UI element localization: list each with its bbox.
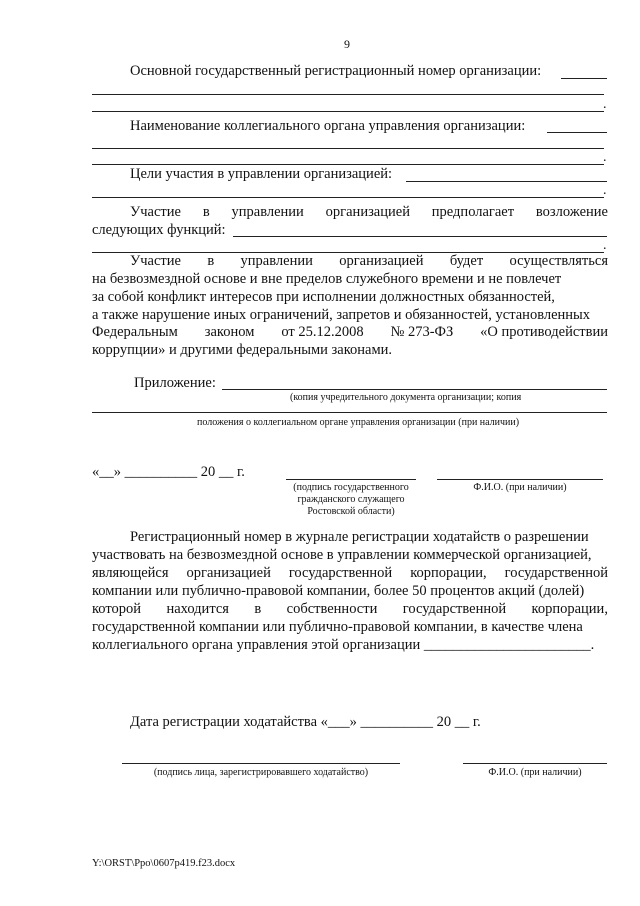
name-caption: Ф.И.О. (при наличии) — [473, 482, 567, 493]
registrar-signature-line — [122, 763, 400, 764]
registration-line-5: которой находится в собственности государственной корпорации, — [92, 601, 608, 617]
signature-caption-3: Ростовской области) — [307, 506, 395, 517]
registrar-name-caption: Ф.И.О. (при наличии) — [488, 767, 582, 778]
statement-line-5: Федеральным законом от 25.12.2008 № 273-ФЗ «О противодействии — [92, 324, 608, 340]
goals-period: . — [603, 183, 607, 198]
goals-blank-inline — [406, 181, 607, 182]
attachment-label: Приложение: — [134, 375, 216, 391]
statement-line-2: на безвозмездной основе и вне пределов служебного времени и не повлечет — [92, 271, 562, 287]
statement-line-1: Участие в управлении организацией будет осуществляться — [130, 253, 608, 269]
registration-line-1: Регистрационный номер в журнале регистрации ходатайств о разрешении — [130, 529, 589, 545]
board-blank-inline — [547, 132, 607, 133]
sign-date: «__» __________ 20 __ г. — [92, 464, 245, 480]
ogrn-blank-line-2 — [92, 111, 604, 112]
board-period: . — [603, 150, 607, 165]
registration-line-7: коллегиального органа управления этой организации _______________________. — [92, 637, 595, 653]
signature-caption-2: гражданского служащего — [297, 494, 405, 505]
registrar-caption: (подпись лица, зарегистрировавшего ходатайство) — [153, 767, 369, 778]
registrar-name-line — [463, 763, 607, 764]
ogrn-blank-inline — [561, 78, 607, 79]
goals-label: Цели участия в управлении организацией: — [130, 166, 393, 182]
attachment-caption-2: положения о коллегиальном органе управления организации (при наличии) — [197, 417, 520, 428]
attachment-blank-line-2 — [92, 412, 607, 413]
functions-period: . — [603, 238, 607, 253]
board-label: Наименование коллегиального органа управления организации: — [130, 118, 526, 134]
board-blank-line-1 — [92, 148, 604, 149]
functions-line-1: Участие в управлении организацией предполагает возложение — [130, 204, 608, 220]
signature-caption-1: (подпись государственного — [293, 482, 409, 493]
name-line — [437, 479, 603, 480]
page-number: 9 — [344, 37, 350, 51]
functions-blank-inline — [233, 236, 607, 237]
registration-date: Дата регистрации ходатайства «___» __________ 20 __ г. — [130, 714, 481, 730]
goals-blank-line — [92, 197, 604, 198]
functions-line-2: следующих функций: — [92, 222, 226, 238]
registration-line-4: компании или публично-правовой компании, более 50 процентов акций (долей) — [92, 583, 585, 599]
attachment-caption-1: (копия учредительного документа организации; копия — [290, 392, 522, 403]
registration-line-2: участвовать на безвозмездной основе в управлении коммерческой организацией, — [92, 547, 592, 563]
statement-line-6: коррупции» и другими федеральными законами. — [92, 342, 393, 358]
ogrn-blank-line-1 — [92, 94, 604, 95]
statement-line-3: за собой конфликт интересов при исполнении должностных обязанностей, — [92, 289, 555, 305]
statement-line-4: а также нарушение иных ограничений, запретов и обязанностей, установленных — [92, 307, 591, 323]
attachment-blank-line-1 — [222, 389, 607, 390]
ogrn-label: Основной государственный регистрационный номер организации: — [130, 63, 542, 79]
ogrn-period: . — [603, 97, 607, 112]
signature-line — [286, 479, 416, 480]
registration-line-3: являющейся организацией государственной корпорации, государственной — [92, 565, 608, 581]
footer-file-path: Y:\ORST\Ppo\0607p419.f23.docx — [92, 858, 236, 869]
registration-line-6: государственной компании или публично-правовой компании, в качестве члена — [92, 619, 583, 635]
